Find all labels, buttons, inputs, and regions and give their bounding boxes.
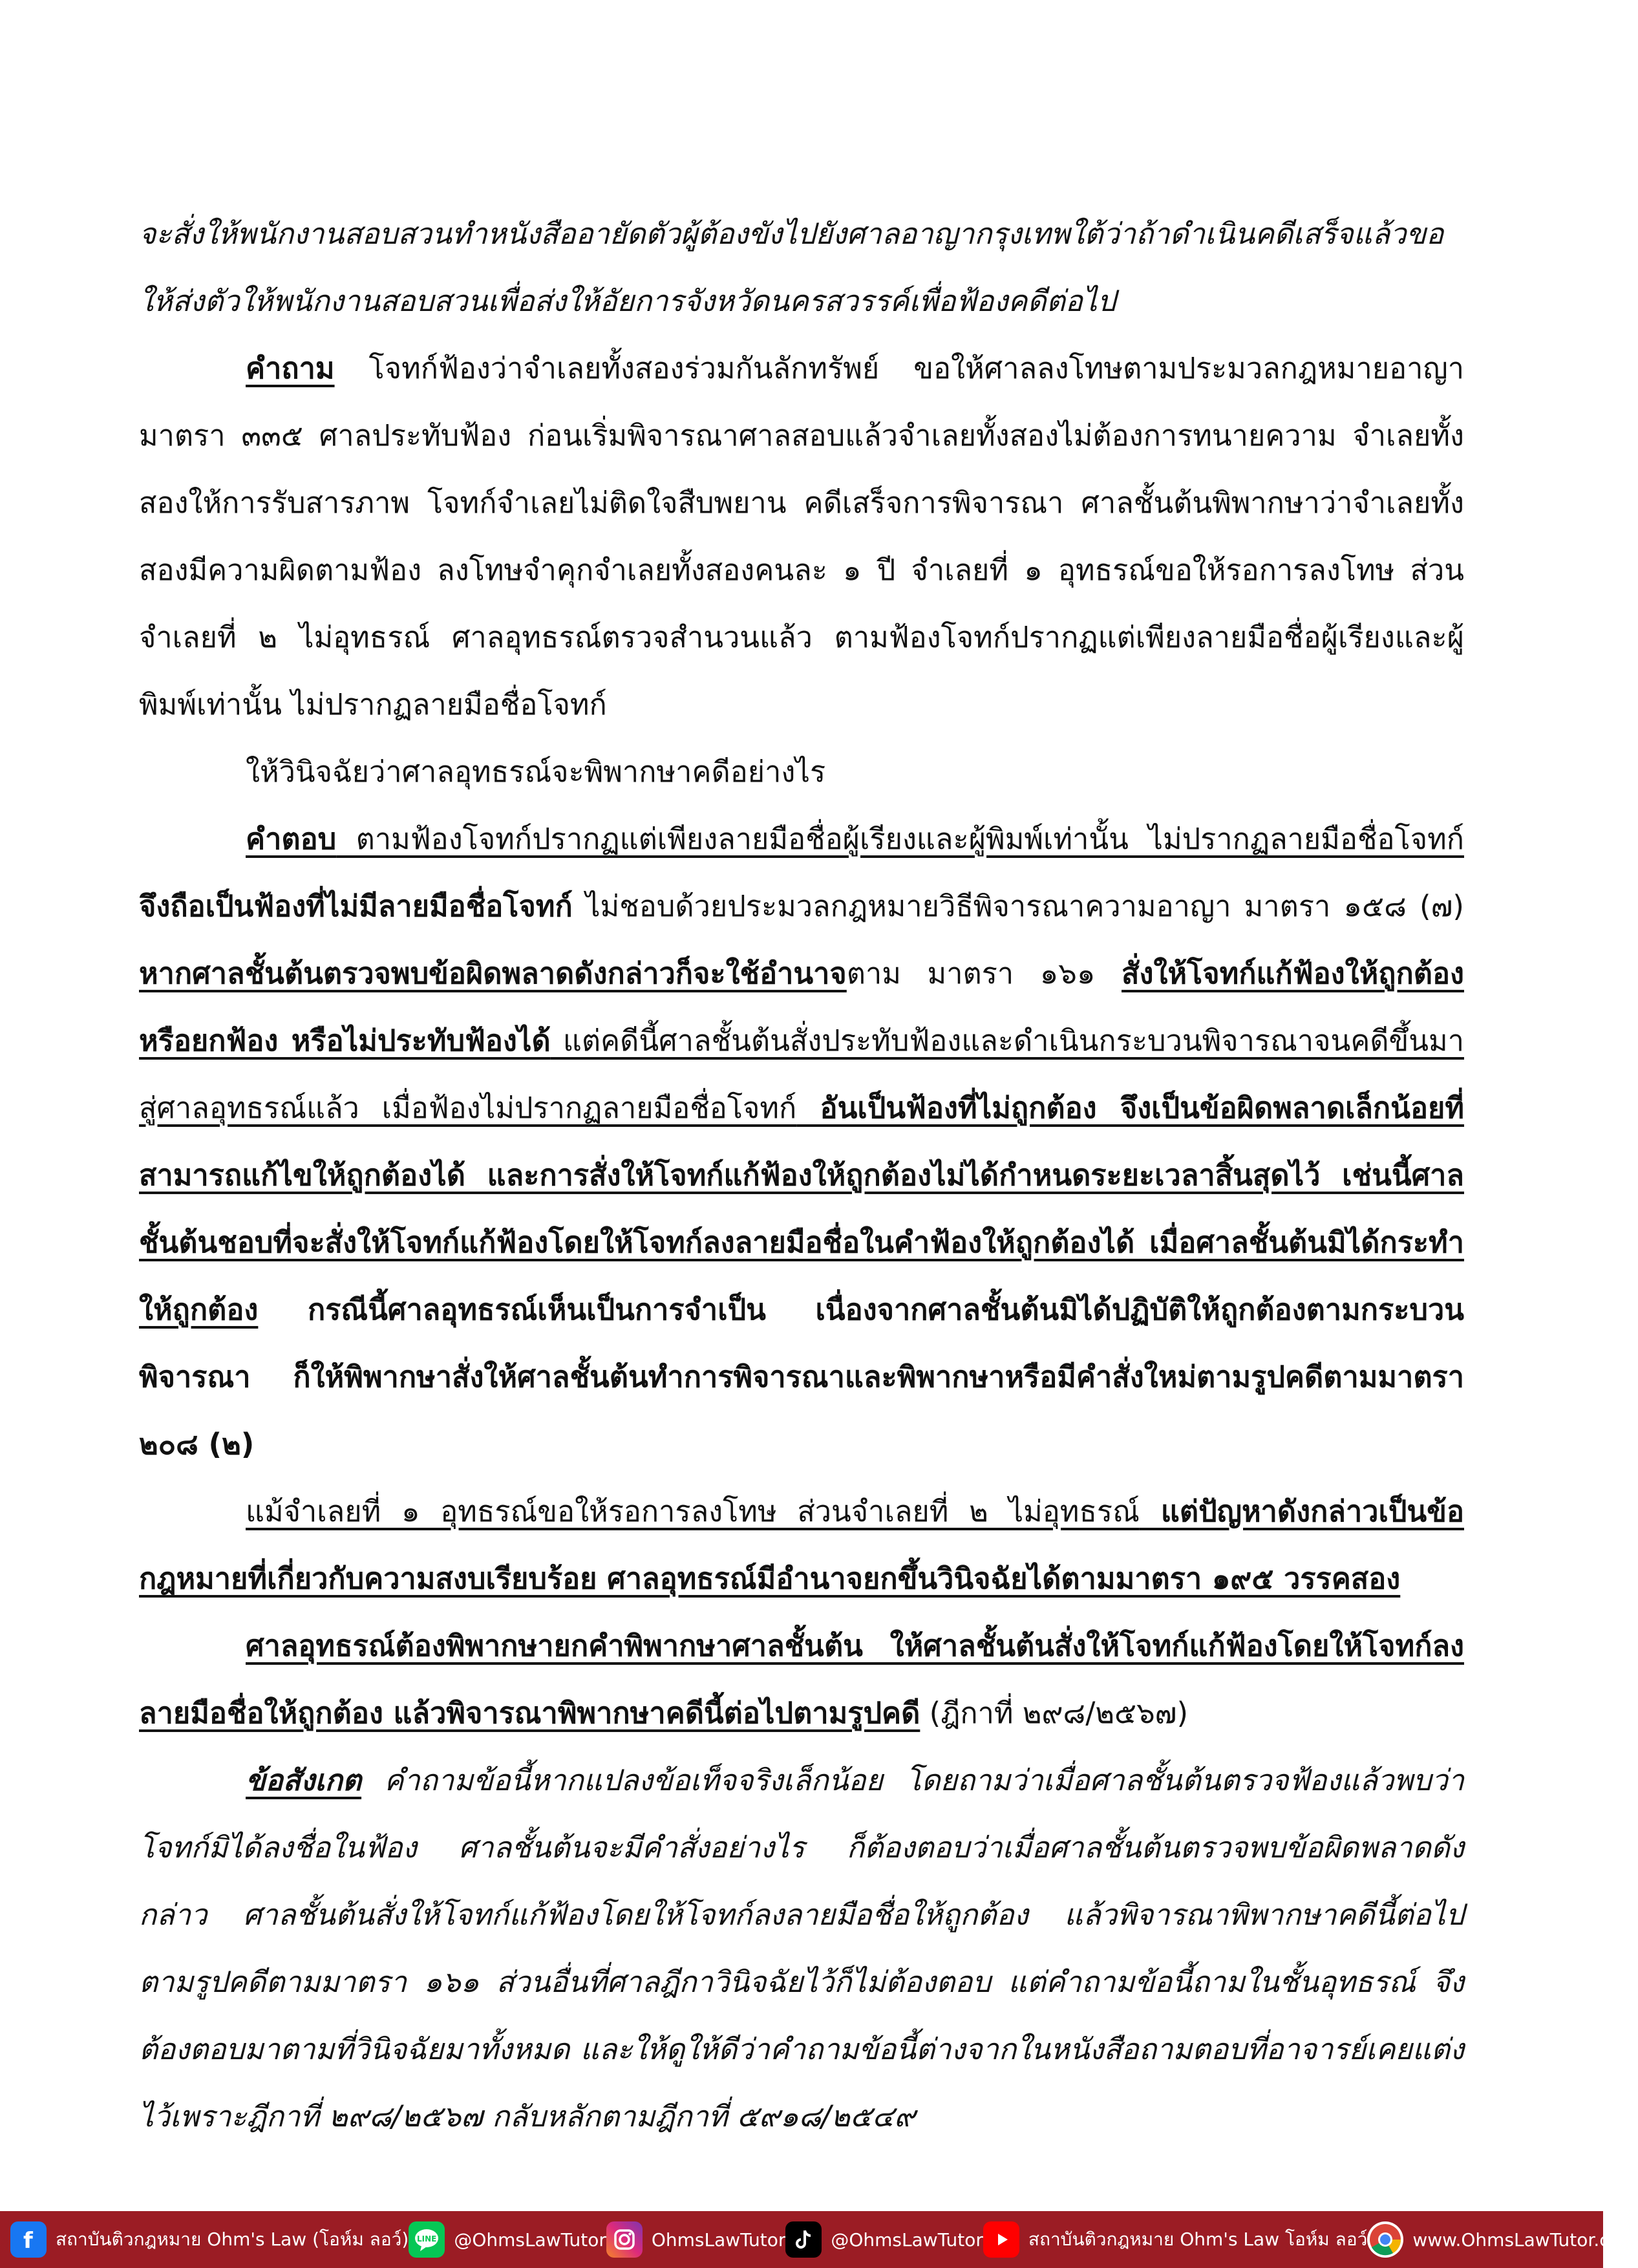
- intro-text: จะสั่งให้พนักงานสอบสวนทำหนังสืออายัดตัวผู้ต้องขังไปยังศาลอาญากรุงเทพใต้ว่าถ้าดำเนินคดีเสร็จแล้วขอให้ส่งตัวให้พนักงานสอบสวนเพื่อส่งให้อัยการจังหวัดนครสวรรค์เพื่อฟ้องคดีต่อไป: [139, 217, 1444, 318]
- question-text: โจทก์ฟ้องว่าจำเลยทั้งสองร่วมกันลักทรัพย์ ขอให้ศาลลงโทษตามประมวลกฎหมายอาญา มาตรา ๓๓๕ ศาลประทับฟ้อง ก่อนเริ่มพิจารณาศาลสอบแล้วจำเลยทั้งสองไม่ต้องการทนายความ จำเลยทั้งสองให้การรับสารภาพ โจทก์จำเลยไม่ติดใจสืบพยาน คดีเสร็จการพิจารณา ศาลชั้นต้นพิพากษาว่าจำเลยทั้งสองมีความผิดตามฟ้อง ลงโทษจำคุกจำเลยทั้งสองคนละ ๑ ปี จำเลยที่ ๑ อุทธรณ์ขอให้รอการลงโทษ ส่วนจำเลยที่ ๒ ไม่อุทธรณ์ ศาลอุทธรณ์ตรวจสำนวนแล้ว ตามฟ้องโจทก์ปรากฏแต่เพียงลายมือชื่อผู้เรียงและผู้พิมพ์เท่านั้น ไม่ปรากฏลายมือชื่อโจทก์: [139, 351, 1464, 722]
- footer-instagram[interactable]: [606, 2221, 786, 2258]
- facebook-icon: [10, 2221, 47, 2258]
- document-body: [139, 200, 1464, 2150]
- note-paragraph: [139, 1747, 1464, 2150]
- answer-segment-e: ตาม มาตรา ๑๖๑: [846, 956, 1122, 990]
- answer-p2-segment-b: แต่ปัญหาดังกล่าวเป็นข้อกฎหมายที่เกี่ยวกับความสงบเรียบร้อย ศาลอุทธรณ์มีอำนาจยกขึ้นวินิจฉัยได้ตามมาตรา ๑๙๕ วรรคสอง: [139, 1494, 1464, 1596]
- footer-line-text: @OhmsLawTutor: [454, 2229, 606, 2251]
- answer-segment-d: หากศาลชั้นต้นตรวจพบข้อผิดพลาดดังกล่าวก็จะใช้อำนาจ: [139, 956, 847, 990]
- answer-segment-a: ตามฟ้องโจทก์ปรากฏแต่เพียงลายมือชื่อผู้เรียงและผู้พิมพ์เท่านั้น ไม่ปรากฏลายมือชื่อโจทก์: [336, 822, 1464, 856]
- footer-facebook[interactable]: [10, 2221, 409, 2258]
- answer-segment-h: อันเป็นฟ้องที่ไม่ถูกต้อง จึงเป็นข้อผิดพลาดเล็กน้อยที่สามารถแก้ไขให้ถูกต้องได้ และการสั่งให้โจทก์แก้ฟ้องให้ถูกต้องไม่ได้กำหนดระยะเวลาสิ้นสุดไว้: [139, 1091, 1465, 1192]
- answer-p3-citation: (ฎีกาที่ ๒๙๘/๒๕๖๗): [920, 1696, 1189, 1730]
- question-prompt-text: ให้วินิจฉัยว่าศาลอุทธรณ์จะพิพากษาคดีอย่างไร: [246, 754, 826, 789]
- youtube-icon: [983, 2221, 1019, 2258]
- answer-paragraph-2: [139, 1478, 1464, 1612]
- footer-tiktok[interactable]: [785, 2221, 983, 2258]
- answer-segment-f: สั่งให้โจทก์แก้ฟ้องให้ถูกต้อง หรือยกฟ้อง หรือไม่ประทับฟ้องได้: [139, 956, 1464, 1058]
- answer-segment-b: จึงถือเป็นฟ้องที่ไม่มีลายมือชื่อโจทก์: [139, 889, 573, 923]
- note-text: คำถามข้อนี้หากแปลงข้อเท็จจริงเล็กน้อย โดยถามว่าเมื่อศาลชั้นต้นตรวจฟ้องแล้วพบว่าโจทก์มิได้ลงชื่อในฟ้อง ศาลชั้นต้นจะมีคำสั่งอย่างไร ก็ต้องตอบว่าเมื่อศาลชั้นต้นตรวจพบข้อผิดพลาดดังกล่าว ศาลชั้นต้นสั่งให้โจทก์แก้ฟ้องโดยให้โจทก์ลงลายมือชื่อให้ถูกต้อง แล้วพิจารณาพิพากษาคดีนี้ต่อไปตามรูปคดีตามมาตรา ๑๖๑ ส่วนอื่นที่ศาลฎีกาวินิจฉัยไว้ก็ไม่ต้องตอบ แต่คำถามข้อนี้ถามในชั้นอุทธรณ์ จึงต้องตอบมาตามที่วินิจฉัยมาทั้งหมด และให้ดูให้ดีว่าคำถามข้อนี้ต่างจากในหนังสือถามตอบที่อาจารย์เคยแต่งไว้เพราะฎีกาที่ ๒๙๘/๒๕๖๗ กลับหลักตามฎีกาที่ ๕๙๑๘/๒๕๔๙: [139, 1763, 1464, 2134]
- line-icon: [409, 2221, 445, 2258]
- answer-segment-i: เช่นนี้ศาลชั้นต้นชอบที่จะสั่งให้โจทก์แก้ฟ้องโดยให้โจทก์ลงลายมือชื่อในคำฟ้องให้ถูกต้องได้ เมื่อศาลชั้นต้นมิได้กระทำให้ถูกต้อง: [139, 1158, 1464, 1327]
- tiktok-icon: [785, 2221, 822, 2258]
- answer-paragraph-3: [139, 1612, 1464, 1747]
- footer-line[interactable]: [409, 2221, 606, 2258]
- footer-instagram-text: OhmsLawTutor: [651, 2229, 786, 2251]
- footer-youtube[interactable]: [983, 2221, 1367, 2258]
- answer-paragraph: [139, 806, 1464, 1478]
- answer-label: คำตอบ: [246, 822, 337, 856]
- svg-text:LINE: LINE: [417, 2234, 437, 2243]
- answer-segment-j: กรณีนี้ศาลอุทธรณ์เห็นเป็นการจำเป็น เนื่องจากศาลชั้นต้นมิได้ปฏิบัติให้ถูกต้องตามกระบวนพิจารณา ก็ให้พิพากษาสั่งให้ศาลชั้นต้นทำการพิจารณาและพิพากษาหรือมีคำสั่งใหม่ตามรูปคดีตามมาตรา ๒๐๘ (๒): [139, 1292, 1464, 1461]
- footer-youtube-text: สถาบันติวกฎหมาย Ohm's Law โอห์ม ลอว์: [1028, 2229, 1368, 2250]
- question-prompt: [139, 738, 1464, 806]
- footer-bar: [0, 2211, 1638, 2268]
- footer-facebook-text: สถาบันติวกฎหมาย Ohm's Law (โอห์ม ลอว์): [56, 2229, 409, 2250]
- footer-website[interactable]: [1367, 2221, 1638, 2258]
- svg-text:f: f: [23, 2228, 33, 2254]
- instagram-icon: [606, 2221, 643, 2258]
- question-label: คำถาม: [246, 351, 335, 385]
- answer-segment-c: ไม่ชอบด้วยประมวลกฎหมายวิธีพิจารณาความอาญา มาตรา ๑๕๘ (๗): [572, 889, 1464, 923]
- footer-tiktok-text: @OhmsLawTutor: [831, 2229, 983, 2251]
- answer-segment-g: แต่คดีนี้ศาลชั้นต้นสั่งประทับฟ้องและดำเนินกระบวนพิจารณาจนคดีขึ้นมาสู่ศาลอุทธรณ์แล้ว เมื่อฟ้องไม่ปรากฏลายมือชื่อโจทก์: [139, 1023, 1464, 1125]
- question-paragraph: [139, 335, 1464, 738]
- footer-website-text: www.OhmsLawTutor.com: [1412, 2229, 1638, 2251]
- intro-paragraph: [139, 200, 1464, 335]
- answer-p3-segment-a: ศาลอุทธรณ์ต้องพิพากษายกคำพิพากษาศาลชั้นต้น ให้ศาลชั้นต้นสั่งให้โจทก์แก้ฟ้องโดยให้โจทก์ลงลายมือชื่อให้ถูกต้อง แล้วพิจารณาพิพากษาคดีนี้ต่อไปตามรูปคดี: [139, 1629, 1464, 1730]
- note-label: ข้อสังเกต: [246, 1763, 362, 1797]
- answer-p2-segment-a: แม้จำเลยที่ ๑ อุทธรณ์ขอให้รอการลงโทษ ส่วนจำเลยที่ ๒ ไม่อุทธรณ์: [246, 1494, 1140, 1528]
- chrome-icon: [1367, 2221, 1403, 2258]
